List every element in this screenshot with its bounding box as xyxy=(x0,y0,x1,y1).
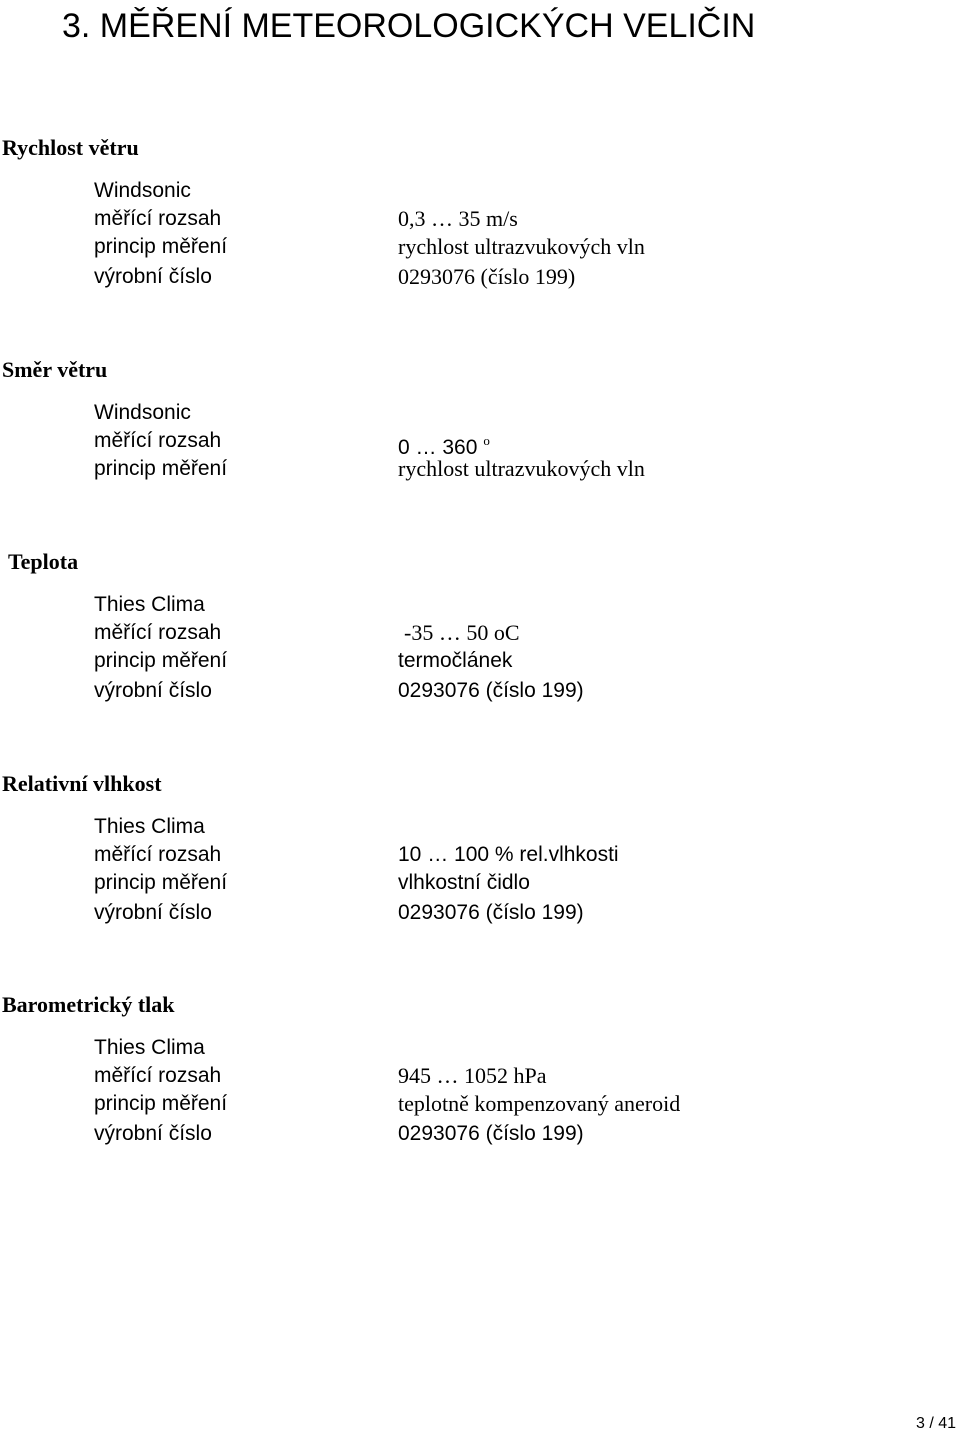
spec-row xyxy=(0,647,960,675)
spec-label: výrobní číslo xyxy=(94,265,212,288)
device-name: Thies Clima xyxy=(94,815,205,838)
spec-label: výrobní číslo xyxy=(94,679,212,702)
spec-row xyxy=(0,1090,960,1118)
section-heading: Relativní vlhkost xyxy=(2,771,162,796)
spec-row xyxy=(0,1120,960,1148)
device-row xyxy=(0,591,960,619)
spec-value: rychlost ultrazvukových vln xyxy=(398,456,645,481)
spec-row xyxy=(0,263,960,291)
spec-row xyxy=(0,455,960,483)
spec-label: měřící rozsah xyxy=(94,843,222,866)
spec-label: princip měření xyxy=(94,649,228,672)
device-name: Thies Clima xyxy=(94,1036,205,1059)
spec-label: princip měření xyxy=(94,1092,228,1115)
spec-label: měřící rozsah xyxy=(94,1064,222,1087)
spec-value-text: 0 … 360 xyxy=(398,436,478,459)
device-name: Windsonic xyxy=(94,401,191,424)
spec-row xyxy=(0,841,960,869)
spec-label: výrobní číslo xyxy=(94,901,212,924)
spec-value: teplotně kompenzovaný aneroid xyxy=(398,1091,681,1116)
spec-label: výrobní číslo xyxy=(94,1122,212,1145)
spec-row xyxy=(0,869,960,897)
section-heading: Rychlost větru xyxy=(2,135,139,160)
device-row xyxy=(0,177,960,205)
spec-label: princip měření xyxy=(94,871,228,894)
spec-row xyxy=(0,427,960,459)
section-heading: Teplota xyxy=(8,549,79,574)
page-number: 3 / 41 xyxy=(915,1415,956,1432)
device-row xyxy=(0,813,960,841)
spec-label: měřící rozsah xyxy=(94,621,222,644)
device-name: Thies Clima xyxy=(94,593,205,616)
section-heading: Směr větru xyxy=(2,357,108,382)
spec-value: 0293076 (číslo 199) xyxy=(398,264,576,289)
spec-value: 10 … 100 % rel.vlhkosti xyxy=(398,843,619,866)
spec-value: 0293076 (číslo 199) xyxy=(398,679,584,702)
spec-row xyxy=(0,619,960,647)
spec-value: -35 … 50 oC xyxy=(404,620,520,645)
page-title: 3. MĚŘENÍ METEOROLOGICKÝCH VELIČIN xyxy=(62,7,756,45)
spec-row xyxy=(0,1062,960,1090)
spec-label: princip měření xyxy=(94,235,228,258)
device-row xyxy=(0,1034,960,1062)
spec-value: 0293076 (číslo 199) xyxy=(398,901,584,924)
spec-value: termočlánek xyxy=(398,649,513,672)
degree-superscript: o xyxy=(483,433,490,448)
spec-row xyxy=(0,205,960,233)
spec-value: rychlost ultrazvukových vln xyxy=(398,234,645,259)
spec-row xyxy=(0,677,960,705)
spec-row xyxy=(0,899,960,927)
spec-label: měřící rozsah xyxy=(94,429,222,452)
device-name: Windsonic xyxy=(94,179,191,202)
spec-row xyxy=(0,233,960,261)
device-row xyxy=(0,399,960,427)
section-heading: Barometrický tlak xyxy=(2,992,175,1017)
spec-value: 0293076 (číslo 199) xyxy=(398,1122,584,1145)
spec-value: 0,3 … 35 m/s xyxy=(398,206,518,231)
spec-label: princip měření xyxy=(94,457,228,480)
spec-value: 945 … 1052 hPa xyxy=(398,1063,547,1088)
spec-value: vlhkostní čidlo xyxy=(398,871,530,894)
spec-label: měřící rozsah xyxy=(94,207,222,230)
